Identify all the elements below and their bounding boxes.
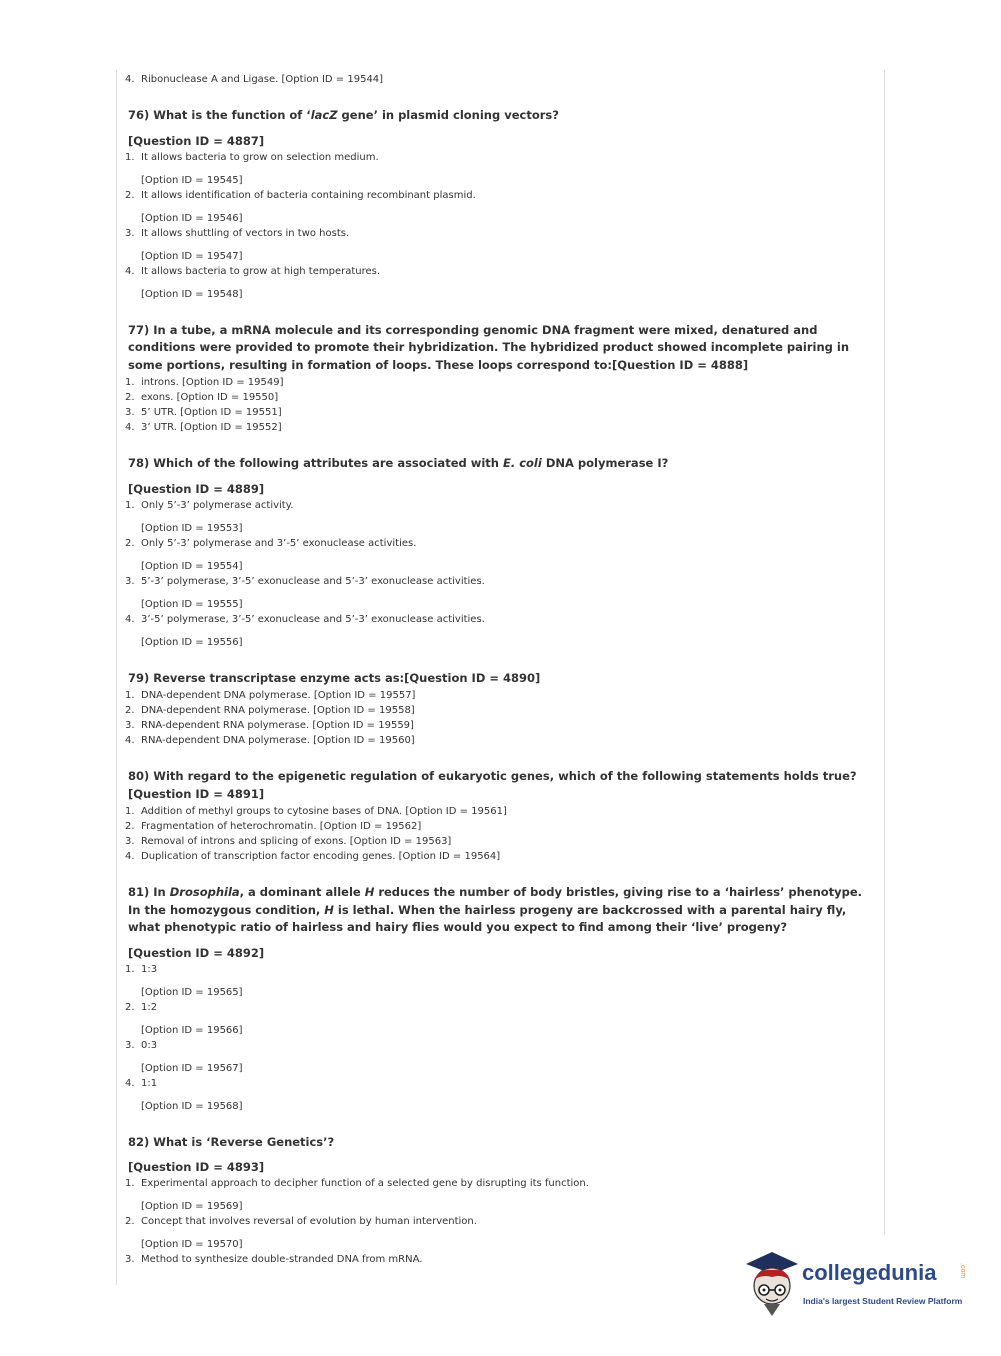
option-item: 4. It allows bacteria to grow at high temperatures. [Option ID = 19548] xyxy=(125,265,381,300)
option-item: 4. 3’-5’ polymerase, 3’-5’ exonuclease and 5’-3’ exonuclease activities. [Option ID = 19556] xyxy=(125,613,485,648)
option-item: 2. Fragmentation of heterochromatin. [Option ID = 19562] xyxy=(125,821,422,832)
collegedunia-logo xyxy=(742,1250,972,1320)
question-79 xyxy=(125,670,875,749)
option-item: 2. It allows identification of bacteria containing recombinant plasmid. [Option ID = 19546] xyxy=(125,189,476,224)
question-78 xyxy=(125,455,875,650)
option-item: 4. RNA-dependent DNA polymerase. [Option ID = 19560] xyxy=(125,735,415,746)
question-81 xyxy=(125,884,875,1114)
option-item: 2. Only 5’-3’ polymerase and 3’-5’ exonuclease activities. [Option ID = 19554] xyxy=(125,537,417,572)
option-item: 2. exons. [Option ID = 19550] xyxy=(125,392,279,403)
logo-tagline: India's largest Student Review Platform xyxy=(803,1296,963,1306)
option-item: 1. introns. [Option ID = 19549] xyxy=(125,377,284,388)
mascot-icon xyxy=(742,1250,802,1320)
option-item: 1. Addition of methyl groups to cytosine bases of DNA. [Option ID = 19561] xyxy=(125,806,507,817)
option-item: 1. 1:3 [Option ID = 19565] xyxy=(125,963,243,998)
option-item: 2. 1:2 [Option ID = 19566] xyxy=(125,1001,243,1036)
logo-com: .com xyxy=(959,1263,966,1279)
option-item: 3. Removal of introns and splicing of exons. [Option ID = 19563] xyxy=(125,836,452,847)
question-id: [Question ID = 4889] xyxy=(128,481,265,496)
document-content xyxy=(125,72,875,1287)
question-82 xyxy=(125,1134,875,1268)
question-text: 80) With regard to the epigenetic regulation of eukaryotic genes, which of the following statements holds true?[Question ID = 4891] xyxy=(128,769,857,801)
question-id: [Question ID = 4887] xyxy=(128,133,265,148)
left-margin-line xyxy=(116,70,117,1285)
question-80 xyxy=(125,768,875,864)
question-text: 82) What is ‘Reverse Genetics’? xyxy=(128,1134,335,1149)
option-item: 1. Experimental approach to decipher function of a selected gene by disrupting its function. [Option ID = 19569] xyxy=(125,1178,589,1212)
option-item: 1. DNA-dependent DNA polymerase. [Option ID = 19557] xyxy=(125,690,416,701)
question-id: [Question ID = 4893] xyxy=(128,1160,265,1174)
option-item: 2. DNA-dependent RNA polymerase. [Option ID = 19558] xyxy=(125,705,415,716)
option-item: 3. 5’-3’ polymerase, 3’-5’ exonuclease and 5’-3’ exonuclease activities. [Option ID = 19555] xyxy=(125,575,485,610)
option-item: 1. It allows bacteria to grow on selection medium. [Option ID = 19545] xyxy=(125,151,379,186)
option-item: 4. Duplication of transcription factor encoding genes. [Option ID = 19564] xyxy=(125,851,501,862)
option-item: 3. It allows shuttling of vectors in two hosts. [Option ID = 19547] xyxy=(125,227,350,262)
previous-option: 4. Ribonuclease A and Ligase. [Option ID = 19544] xyxy=(125,74,384,85)
question-text: 79) Reverse transcriptase enzyme acts as:[Question ID = 4890] xyxy=(128,670,541,685)
option-item: 4. 3’ UTR. [Option ID = 19552] xyxy=(125,422,282,433)
question-text: 76) What is the function of ‘lacZ gene’ in plasmid cloning vectors? xyxy=(128,108,559,122)
question-76 xyxy=(125,107,875,302)
right-margin-line xyxy=(884,70,885,1235)
option-item: 2. Concept that involves reversal of evolution by human intervention. [Option ID = 19570] xyxy=(125,1216,477,1250)
option-item: 4. 1:1 [Option ID = 19568] xyxy=(125,1077,243,1112)
option-item: 3. 5’ UTR. [Option ID = 19551] xyxy=(125,407,282,418)
question-text: 81) In Drosophila, a dominant allele H reduces the number of body bristles, giving rise to a ‘hairless’ phenotype. In the homozygous condition, H is lethal. When the hairless progeny are backcrossed with a parental hairy fly, what phenotypic ratio of hairless and hairy flies would you expect to find among their ‘live’ progeny? xyxy=(128,885,863,934)
logo-name: collegedunia xyxy=(802,1260,937,1285)
option-item: 1. Only 5’-3’ polymerase activity. [Option ID = 19553] xyxy=(125,499,294,534)
option-item: 3. RNA-dependent RNA polymerase. [Option ID = 19559] xyxy=(125,720,414,731)
question-text: 78) Which of the following attributes are associated with E. coli DNA polymerase I? xyxy=(128,456,669,470)
question-id: [Question ID = 4892] xyxy=(128,945,265,960)
option-item: 3. Method to synthesize double-stranded DNA from mRNA. xyxy=(125,1254,423,1265)
option-item: 3. 0:3 [Option ID = 19567] xyxy=(125,1039,243,1074)
question-text: 77) In a tube, a mRNA molecule and its corresponding genomic DNA fragment were mixed, denatured and conditions were provided to promote their hybridization. The hybridized product showed incomplete pairing in some portions, resulting in formation of loops. These loops correspond to:[Question ID = 4888] xyxy=(128,322,850,372)
question-77 xyxy=(125,322,875,436)
